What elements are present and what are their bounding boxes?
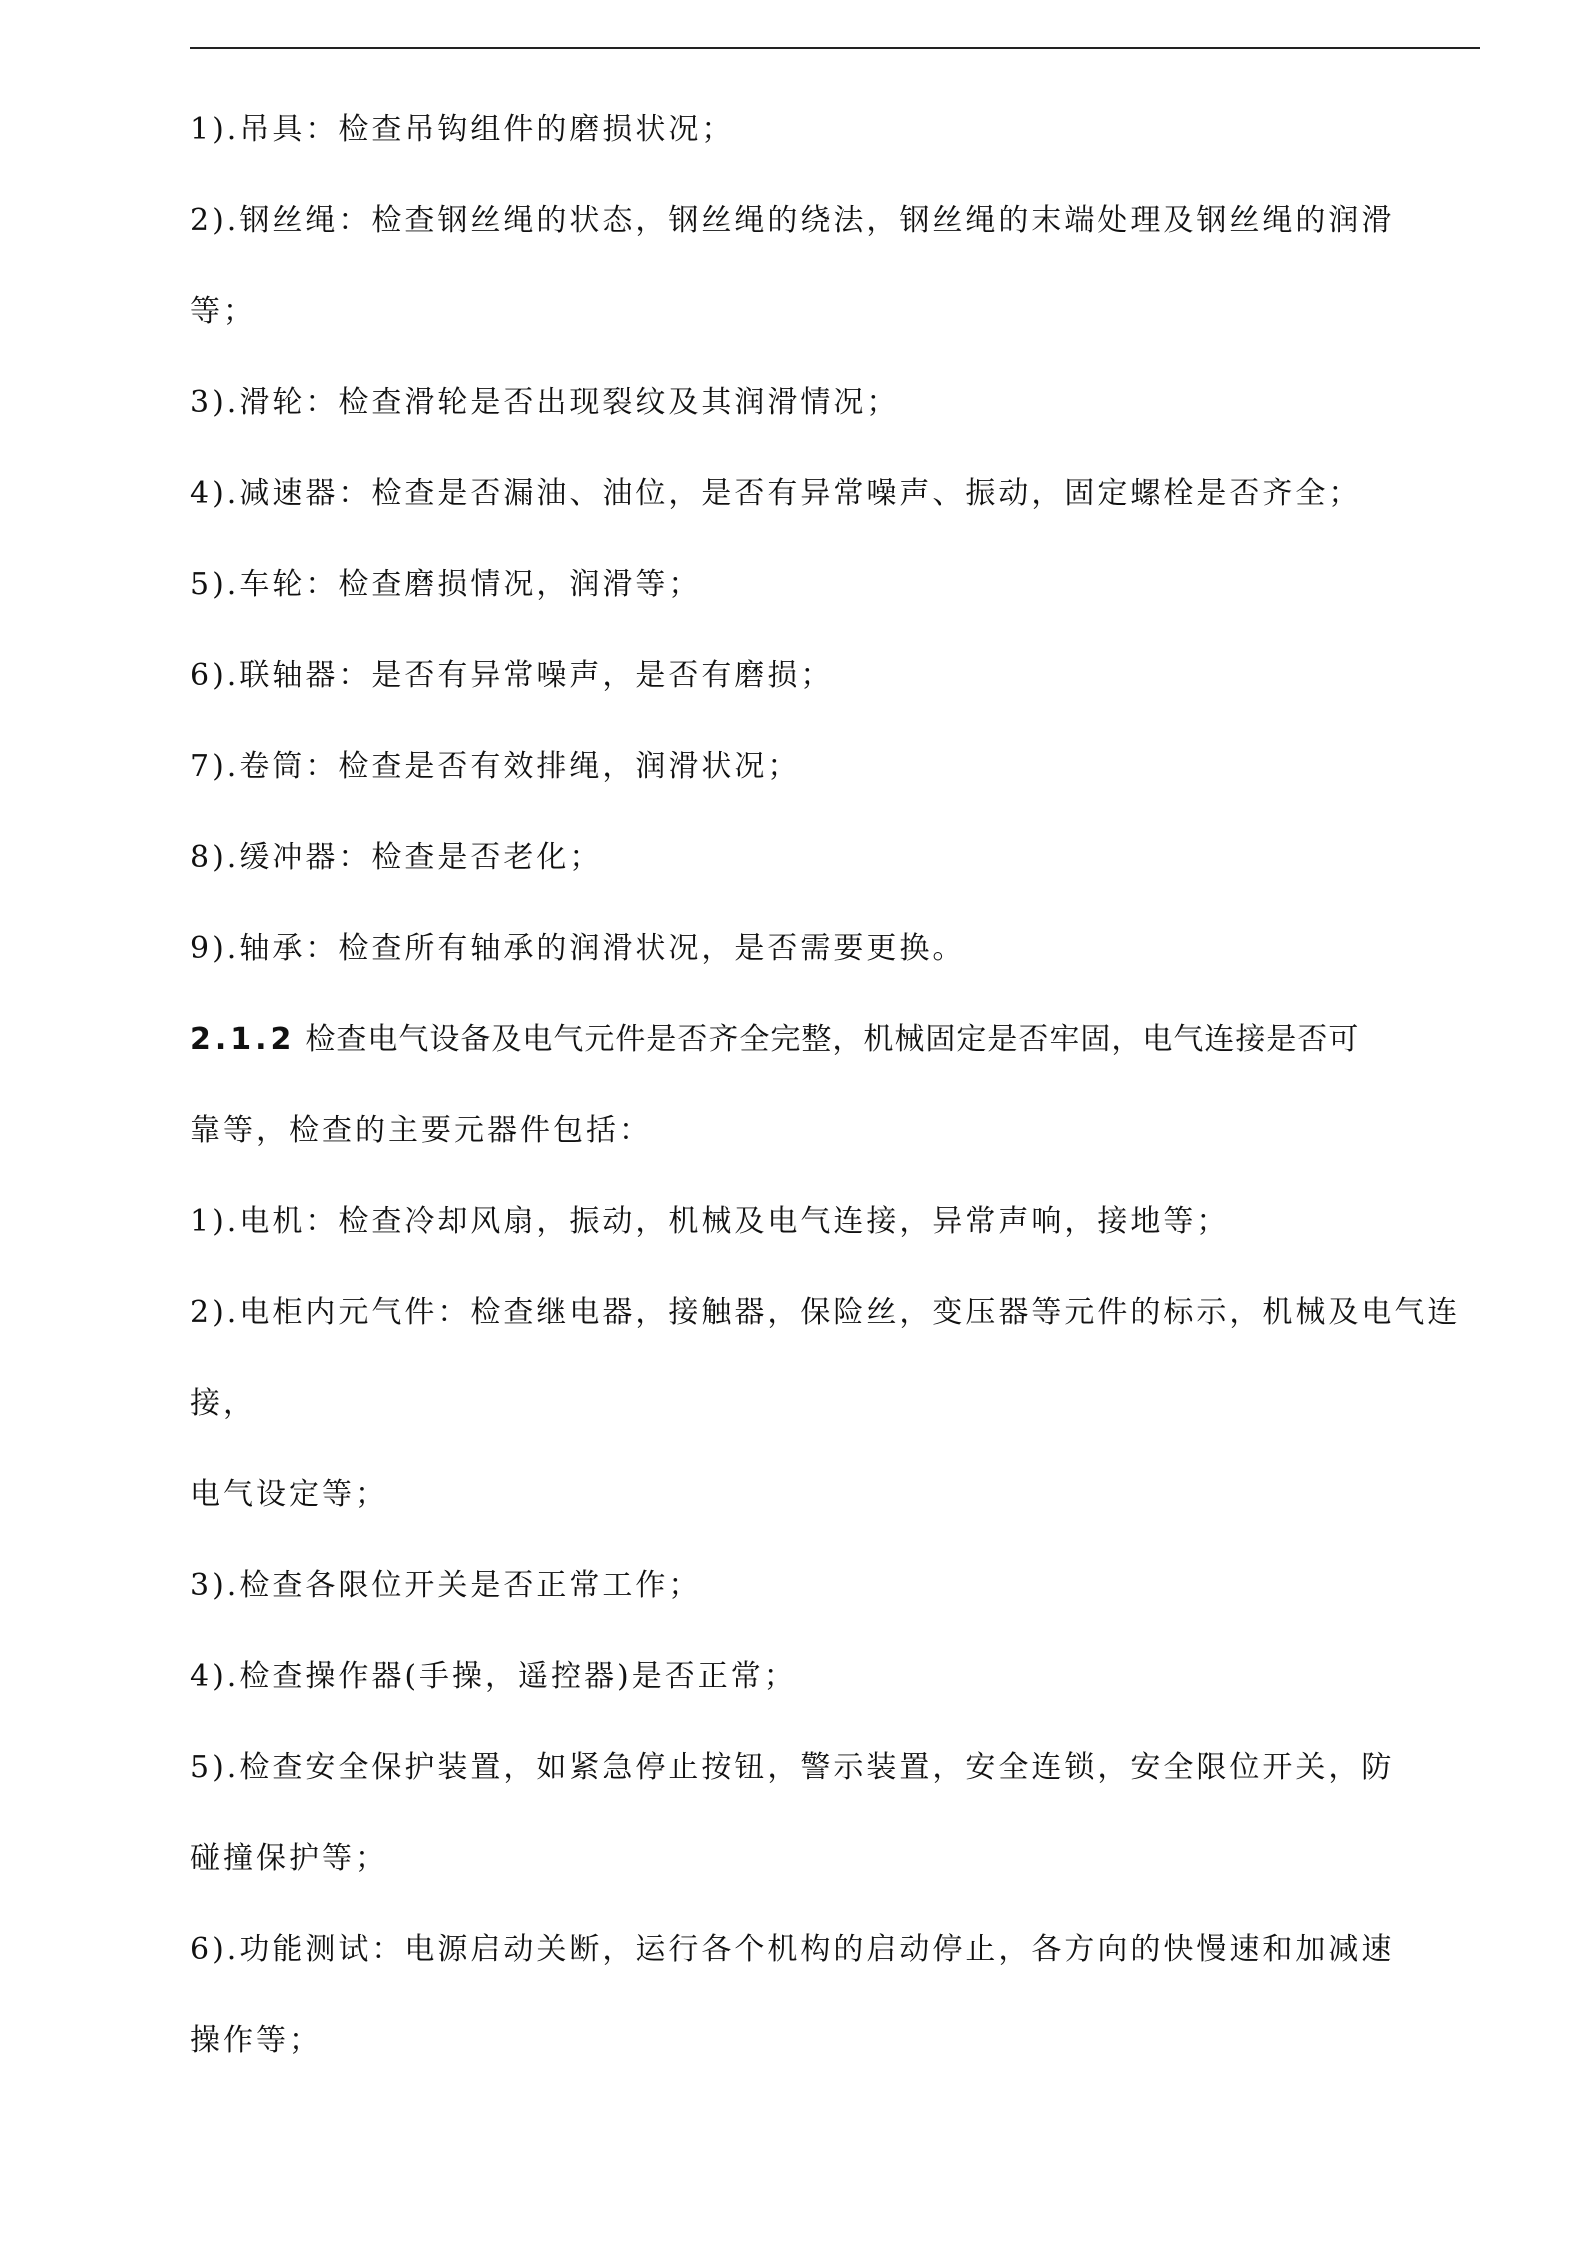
section-heading-line xyxy=(190,998,1570,1089)
text-line: 5).车轮：检查磨损情况，润滑等； xyxy=(190,567,702,602)
text-line: 碰撞保护等； xyxy=(190,1841,388,1876)
text-line: 3).检查各限位开关是否正常工作； xyxy=(190,1568,702,1603)
text-line: 6).联轴器：是否有异常噪声，是否有磨损； xyxy=(190,658,834,693)
text-line: 2).电柜内元气件：检查继电器，接触器，保险丝，变压器等元件的标示，机械及电气连 xyxy=(190,1295,1461,1330)
text-line: 等； xyxy=(190,294,256,329)
text-line: 3).滑轮：检查滑轮是否出现裂纹及其润滑情况； xyxy=(190,385,900,420)
text-line: 操作等； xyxy=(190,2023,322,2058)
text-line: 1).吊具：检查吊钩组件的磨损状况； xyxy=(190,112,735,147)
text-line: 靠等，检查的主要元器件包括： xyxy=(190,1113,652,1148)
section-heading-text: 检查电气设备及电气元件是否齐全完整，机械固定是否牢固，电气连接是否可 xyxy=(305,1022,1360,1057)
header-rule xyxy=(190,47,1480,49)
text-line: 2).钢丝绳：检查钢丝绳的状态，钢丝绳的绕法，钢丝绳的末端处理及钢丝绳的润滑 xyxy=(190,203,1395,238)
text-line: 4).检查操作器(手操，遥控器)是否正常； xyxy=(190,1659,797,1694)
text-line: 5).检查安全保护装置，如紧急停止按钮，警示装置，安全连锁，安全限位开关，防 xyxy=(190,1750,1395,1785)
document-body xyxy=(190,88,1570,2090)
text-line: 4).减速器：检查是否漏油、油位，是否有异常噪声、振动，固定螺栓是否齐全； xyxy=(190,476,1362,511)
text-line: 接， xyxy=(190,1386,256,1421)
text-line: 1).电机：检查冷却风扇，振动，机械及电气连接，异常声响，接地等； xyxy=(190,1204,1230,1239)
text-line: 电气设定等； xyxy=(190,1477,388,1512)
text-line: 8).缓冲器：检查是否老化； xyxy=(190,840,603,875)
text-line: 6).功能测试：电源启动关断，运行各个机构的启动停止，各方向的快慢速和加减速 xyxy=(190,1932,1395,1967)
section-number: 2.1.2 xyxy=(190,1022,296,1057)
text-line: 9).轴承：检查所有轴承的润滑状况，是否需要更换。 xyxy=(190,931,966,966)
text-line: 7).卷筒：检查是否有效排绳，润滑状况； xyxy=(190,749,801,784)
